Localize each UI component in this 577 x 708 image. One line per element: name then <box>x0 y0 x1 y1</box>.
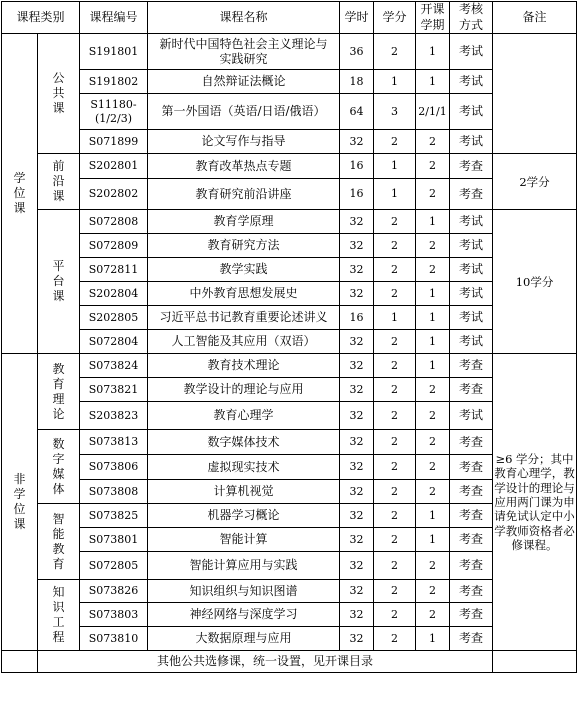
course-row <box>2 580 577 603</box>
course-row <box>2 378 577 402</box>
course-code: S073801 <box>80 528 148 552</box>
course-hours: 32 <box>340 210 374 234</box>
course-exam: 考查 <box>450 378 493 402</box>
course-credit: 2 <box>374 130 416 154</box>
course-hours: 16 <box>340 306 374 330</box>
course-exam: 考查 <box>450 354 493 378</box>
course-exam: 考查 <box>450 179 493 210</box>
course-name: 知识组织与知识图谱 <box>148 580 340 603</box>
course-code: S072808 <box>80 210 148 234</box>
course-exam: 考试 <box>450 234 493 258</box>
course-name: 智能计算 <box>148 528 340 552</box>
course-credit: 2 <box>374 603 416 627</box>
course-code: S191801 <box>80 34 148 70</box>
course-hours: 32 <box>340 552 374 580</box>
header-hours: 学时 <box>340 2 374 34</box>
course-semester: 1 <box>416 330 450 354</box>
course-code: S202802 <box>80 179 148 210</box>
course-exam: 考查 <box>450 154 493 179</box>
course-row <box>2 528 577 552</box>
course-exam: 考试 <box>450 258 493 282</box>
course-code: S073826 <box>80 580 148 603</box>
course-code: S073806 <box>80 455 148 480</box>
course-exam: 考试 <box>450 34 493 70</box>
group-label-non_degree: 非 学 位 课 <box>2 354 38 651</box>
footer-note: 其他公共选修课，统一设置，见开课目录 <box>38 651 493 673</box>
course-hours: 32 <box>340 455 374 480</box>
course-name: 习近平总书记教育重要论述讲义 <box>148 306 340 330</box>
course-credit: 2 <box>374 580 416 603</box>
course-code: S073824 <box>80 354 148 378</box>
header-remark: 备注 <box>493 2 577 34</box>
remark-empty <box>493 34 577 154</box>
course-hours: 32 <box>340 528 374 552</box>
course-hours: 32 <box>340 258 374 282</box>
course-exam: 考查 <box>450 603 493 627</box>
course-row <box>2 179 577 210</box>
course-hours: 32 <box>340 430 374 455</box>
course-semester: 2 <box>416 455 450 480</box>
course-credit: 2 <box>374 378 416 402</box>
course-semester: 2 <box>416 179 450 210</box>
course-row <box>2 480 577 504</box>
course-name: 教育技术理论 <box>148 354 340 378</box>
course-credit: 2 <box>374 282 416 306</box>
course-row <box>2 210 577 234</box>
course-row <box>2 282 577 306</box>
course-row <box>2 627 577 651</box>
course-row <box>2 70 577 94</box>
course-exam: 考查 <box>450 504 493 528</box>
course-name: 教学设计的理论与应用 <box>148 378 340 402</box>
header-credit: 学分 <box>374 2 416 34</box>
course-credit: 2 <box>374 430 416 455</box>
course-credit: 1 <box>374 179 416 210</box>
course-code: S11180- (1/2/3) <box>80 94 148 130</box>
course-semester: 2 <box>416 258 450 282</box>
header-name: 课程名称 <box>148 2 340 34</box>
course-semester: 1 <box>416 306 450 330</box>
course-exam: 考试 <box>450 210 493 234</box>
course-semester: 2 <box>416 402 450 430</box>
course-hours: 32 <box>340 580 374 603</box>
course-exam: 考试 <box>450 282 493 306</box>
course-exam: 考试 <box>450 402 493 430</box>
course-semester: 2 <box>416 154 450 179</box>
course-name: 数字媒体技术 <box>148 430 340 455</box>
course-hours: 18 <box>340 70 374 94</box>
subgroup-label-frontier: 前 沿 课 <box>38 154 80 210</box>
course-row <box>2 430 577 455</box>
course-credit: 2 <box>374 455 416 480</box>
header-row <box>2 2 577 34</box>
subgroup-label-digital_media: 数 字 媒 体 <box>38 430 80 504</box>
course-row <box>2 504 577 528</box>
course-hours: 36 <box>340 34 374 70</box>
course-hours: 32 <box>340 504 374 528</box>
course-semester: 2 <box>416 552 450 580</box>
header-code: 课程编号 <box>80 2 148 34</box>
course-credit: 2 <box>374 552 416 580</box>
course-credit: 2 <box>374 354 416 378</box>
course-name: 教学实践 <box>148 258 340 282</box>
course-row <box>2 258 577 282</box>
course-exam: 考查 <box>450 455 493 480</box>
course-name: 虚拟现实技术 <box>148 455 340 480</box>
course-code: S073810 <box>80 627 148 651</box>
course-credit: 2 <box>374 402 416 430</box>
course-code: S203823 <box>80 402 148 430</box>
course-semester: 1 <box>416 282 450 306</box>
remark-platform: 10学分 <box>493 210 577 354</box>
course-credit: 3 <box>374 94 416 130</box>
course-credit: 2 <box>374 34 416 70</box>
course-name: 人工智能及其应用（双语） <box>148 330 340 354</box>
course-semester: 1 <box>416 210 450 234</box>
course-semester: 2 <box>416 378 450 402</box>
course-code: S073825 <box>80 504 148 528</box>
course-name: 计算机视觉 <box>148 480 340 504</box>
course-name: 教育研究前沿讲座 <box>148 179 340 210</box>
course-code: S072811 <box>80 258 148 282</box>
course-name: 第一外国语（英语/日语/俄语） <box>148 94 340 130</box>
course-hours: 32 <box>340 130 374 154</box>
course-exam: 考查 <box>450 528 493 552</box>
course-hours: 32 <box>340 234 374 258</box>
course-name: 神经网络与深度学习 <box>148 603 340 627</box>
course-row <box>2 455 577 480</box>
course-credit: 1 <box>374 154 416 179</box>
course-code: S191802 <box>80 70 148 94</box>
course-credit: 2 <box>374 258 416 282</box>
subgroup-label-platform: 平 台 课 <box>38 210 80 354</box>
subgroup-label-edu_theory: 教 育 理 论 <box>38 354 80 430</box>
course-row <box>2 306 577 330</box>
course-exam: 考试 <box>450 70 493 94</box>
course-hours: 32 <box>340 282 374 306</box>
footer-remark-cell <box>493 651 577 673</box>
course-exam: 考查 <box>450 430 493 455</box>
subgroup-label-public: 公 共 课 <box>38 34 80 154</box>
course-semester: 1 <box>416 627 450 651</box>
header-exam: 考核 方式 <box>450 2 493 34</box>
course-hours: 32 <box>340 480 374 504</box>
course-row <box>2 330 577 354</box>
course-semester: 1 <box>416 528 450 552</box>
course-semester: 1 <box>416 70 450 94</box>
course-table <box>1 1 577 673</box>
course-row <box>2 402 577 430</box>
footer-row <box>2 651 577 673</box>
course-credit: 2 <box>374 528 416 552</box>
course-semester: 1 <box>416 504 450 528</box>
course-credit: 1 <box>374 306 416 330</box>
course-exam: 考试 <box>450 306 493 330</box>
header-semester: 开课 学期 <box>416 2 450 34</box>
course-hours: 32 <box>340 603 374 627</box>
course-code: S072805 <box>80 552 148 580</box>
course-name: 机器学习概论 <box>148 504 340 528</box>
course-hours: 16 <box>340 179 374 210</box>
course-code: S202805 <box>80 306 148 330</box>
course-row <box>2 552 577 580</box>
course-name: 智能计算应用与实践 <box>148 552 340 580</box>
course-hours: 32 <box>340 354 374 378</box>
remark-non_degree: ≥6 学分；其中教育心理学，教学设计的理论与应用两门课为申请免试认定中小学教师资格者必修课程。 <box>493 354 577 651</box>
course-exam: 考试 <box>450 330 493 354</box>
course-credit: 2 <box>374 330 416 354</box>
course-semester: 2 <box>416 430 450 455</box>
course-name: 论文写作与指导 <box>148 130 340 154</box>
remark-frontier: 2学分 <box>493 154 577 210</box>
group-label-degree: 学 位 课 <box>2 34 38 354</box>
subgroup-label-smart_edu: 智 能 教 育 <box>38 504 80 580</box>
course-code: S073808 <box>80 480 148 504</box>
course-code: S202804 <box>80 282 148 306</box>
course-row <box>2 154 577 179</box>
course-exam: 考查 <box>450 480 493 504</box>
course-code: S073803 <box>80 603 148 627</box>
course-semester: 1 <box>416 34 450 70</box>
course-name: 新时代中国特色社会主义理论与 实践研究 <box>148 34 340 70</box>
course-semester: 1 <box>416 354 450 378</box>
course-code: S073813 <box>80 430 148 455</box>
course-semester: 2 <box>416 603 450 627</box>
course-code: S072804 <box>80 330 148 354</box>
course-semester: 2 <box>416 580 450 603</box>
header-category: 课程类别 <box>2 2 80 34</box>
course-hours: 16 <box>340 154 374 179</box>
course-row <box>2 94 577 130</box>
course-name: 教育心理学 <box>148 402 340 430</box>
course-credit: 2 <box>374 480 416 504</box>
course-credit: 1 <box>374 70 416 94</box>
course-hours: 32 <box>340 330 374 354</box>
course-exam: 考查 <box>450 552 493 580</box>
course-name: 大数据原理与应用 <box>148 627 340 651</box>
course-credit: 2 <box>374 504 416 528</box>
course-name: 自然辩证法概论 <box>148 70 340 94</box>
subgroup-label-knowledge_eng: 知 识 工 程 <box>38 580 80 651</box>
course-row <box>2 603 577 627</box>
footer-lead-cell <box>2 651 38 673</box>
course-code: S073821 <box>80 378 148 402</box>
course-code: S202801 <box>80 154 148 179</box>
course-row <box>2 234 577 258</box>
course-row <box>2 34 577 70</box>
course-name: 教育改革热点专题 <box>148 154 340 179</box>
course-exam: 考查 <box>450 580 493 603</box>
course-row <box>2 130 577 154</box>
course-credit: 2 <box>374 627 416 651</box>
course-semester: 2 <box>416 480 450 504</box>
course-credit: 2 <box>374 234 416 258</box>
course-code: S071899 <box>80 130 148 154</box>
course-semester: 2 <box>416 234 450 258</box>
course-hours: 32 <box>340 627 374 651</box>
course-code: S072809 <box>80 234 148 258</box>
course-name: 中外教育思想发展史 <box>148 282 340 306</box>
course-semester: 2/1/1 <box>416 94 450 130</box>
course-exam: 考试 <box>450 94 493 130</box>
course-hours: 32 <box>340 402 374 430</box>
course-hours: 32 <box>340 378 374 402</box>
course-row <box>2 354 577 378</box>
course-exam: 考查 <box>450 627 493 651</box>
course-exam: 考试 <box>450 130 493 154</box>
course-name: 教育研究方法 <box>148 234 340 258</box>
course-hours: 64 <box>340 94 374 130</box>
course-credit: 2 <box>374 210 416 234</box>
course-name: 教育学原理 <box>148 210 340 234</box>
course-semester: 2 <box>416 130 450 154</box>
